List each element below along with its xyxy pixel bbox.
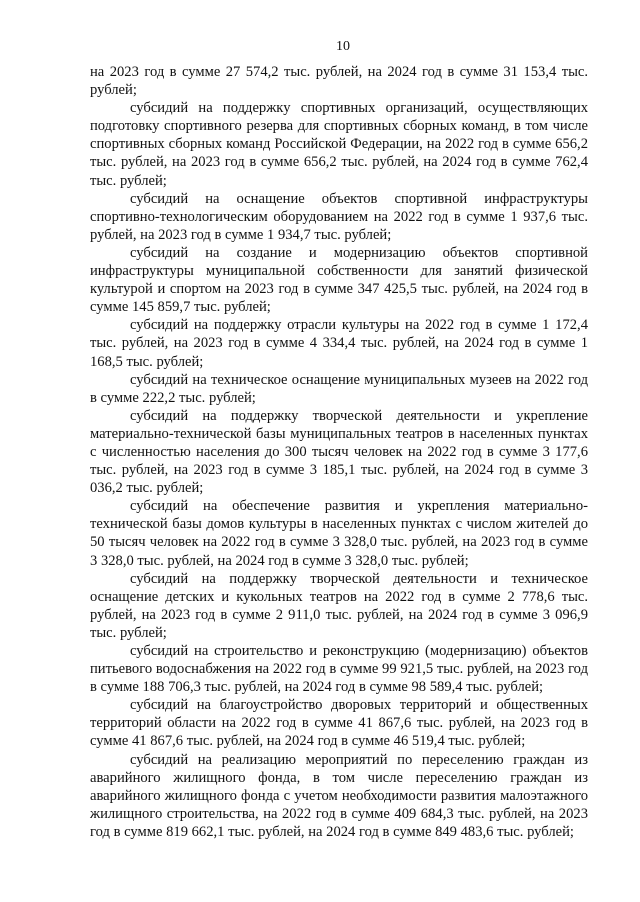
paragraph-resettlement: субсидий на реализацию мероприятий по переселению граждан из аварийного жилищного фонда, в том числе переселению граждан из аварийного жилищного фонда с учетом необходимости развития малоэтажного жилищного строительства, на 2022 год в сумме 409 684,3 тыс. рублей, на 2023 год в сумме 819 662,1 тыс. рублей, на 2024 год в сумме 849 483,6 тыс. рублей; [90,751,588,840]
paragraph-sport-infrastructure: субсидий на создание и модернизацию объектов спортивной инфраструктуры муниципальной собственности для занятий физической культурой и спортом на 2023 год в сумме 347 425,5 тыс. рублей, на 2024 год в сумме 145 859,7 тыс. рублей; [90,244,588,316]
paragraph-museums: субсидий на техническое оснащение муниципальных музеев на 2022 год в сумме 222,2 тыс. рублей; [90,371,588,406]
document-body [90,63,588,841]
paragraph-culture-support: субсидий на поддержку отрасли культуры на 2022 год в сумме 1 172,4 тыс. рублей, на 2023 год в сумме 4 334,4 тыс. рублей, на 2024 год в сумме 1 168,5 тыс. рублей; [90,317,588,370]
paragraph-sport-reserve: субсидий на поддержку спортивных организаций, осуществляющих подготовку спортивного резерва для спортивных сборных команд, в том числе спортивных сборных команд Российской Федерации, на 2022 год в сумме 656,2 тыс. рублей, на 2023 год в сумме 656,2 тыс. рублей, на 2024 год в сумме 762,4 тыс. рублей; [90,100,588,189]
paragraph-culture-houses: субсидий на обеспечение развития и укрепления материально-технической базы домов культуры в населенных пунктах с числом жителей до 50 тысяч человек на 2022 год в сумме 3 328,0 тыс. рублей, на 2023 год в сумме 3 328,0 тыс. рублей, на 2024 год в сумме 3 328,0 тыс. рублей; [90,498,588,569]
paragraph-landscaping: субсидий на благоустройство дворовых территорий и общественных территорий области на 2022 год в сумме 41 867,6 тыс. рублей, на 2023 год в сумме 41 867,6 тыс. рублей, на 2024 год в сумме 46 519,4 тыс. рублей; [90,697,588,750]
paragraph-continuation: на 2023 год в сумме 27 574,2 тыс. рублей, на 2024 год в сумме 31 153,4 тыс. рублей; [90,64,588,99]
paragraph-water-supply: субсидий на строительство и реконструкцию (модернизацию) объектов питьевого водоснабжения на 2022 год в сумме 99 921,5 тыс. рублей, на 2023 год в сумме 188 706,3 тыс. рублей, на 2024 год в сумме 98 589,4 тыс. рублей; [90,643,588,696]
paragraph-sport-equipment: субсидий на оснащение объектов спортивной инфраструктуры спортивно-технологическим оборудованием на 2022 год в сумме 1 937,6 тыс. рублей, на 2023 год в сумме 1 934,7 тыс. рублей; [90,190,588,243]
page-number: 10 [336,39,350,54]
paragraph-puppet-theatres: субсидий на поддержку творческой деятельности и техническое оснащение детских и кукольных театров на 2022 год в сумме 2 778,6 тыс. рублей, на 2023 год в сумме 2 911,0 тыс. рублей, на 2024 год в сумме 3 096,9 тыс. рублей; [90,570,588,641]
paragraph-theatres: субсидий на поддержку творческой деятельности и укрепление материально-технической базы муниципальных театров в населенных пунктах с численностью населения до 300 тысяч человек на 2022 год в сумме 3 177,6 тыс. рублей, на 2023 год в сумме 3 185,1 тыс. рублей, на 2024 год в сумме 3 036,2 тыс. рублей; [90,407,588,497]
